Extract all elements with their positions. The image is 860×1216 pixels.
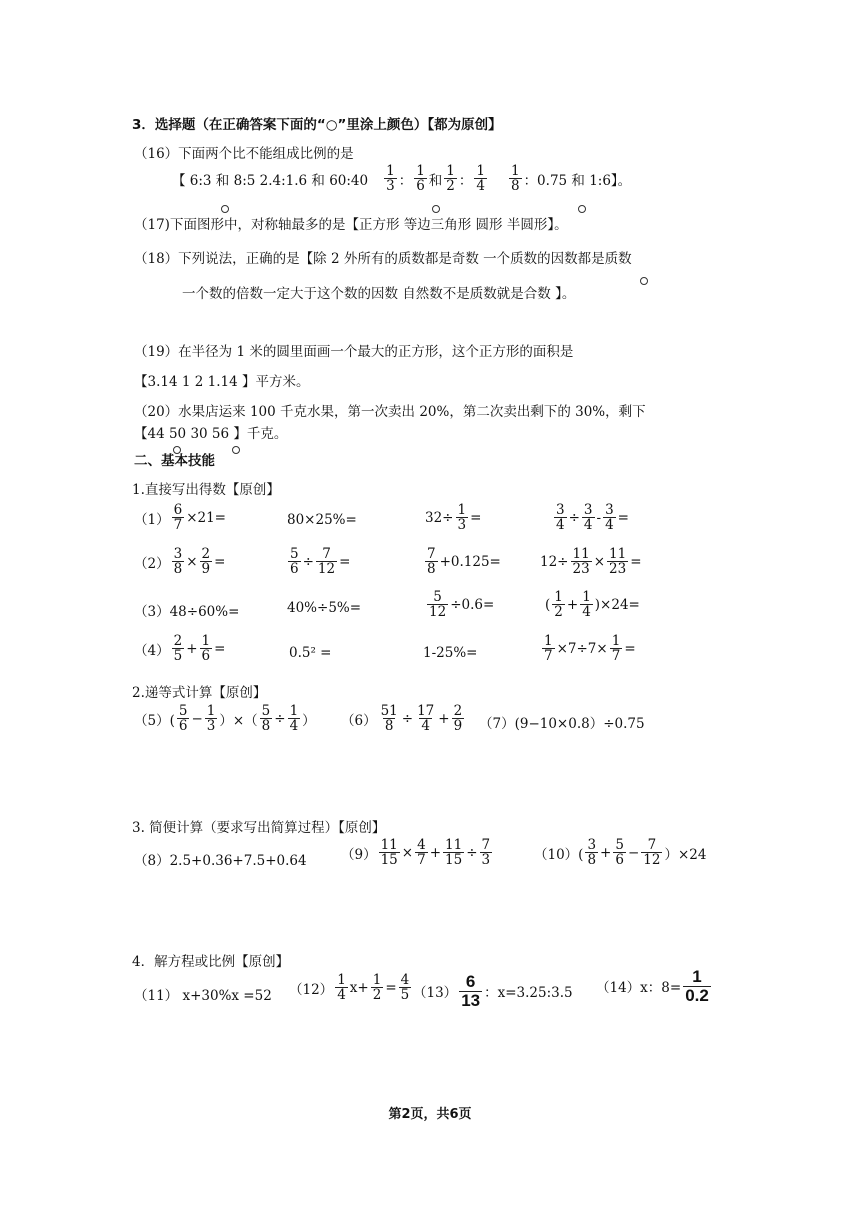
q20-line-1: （20）水果店运来 100 千克水果，第一次卖出 20%，第二次卖出剩下的 30%，剩下 bbox=[134, 404, 646, 420]
calc-2c: 7 8 +0.125= bbox=[427, 546, 501, 578]
calc-6: （6） $\frac{51}{8}$ ÷ $\frac{17}{4}$ + $\frac{2}{9}$ bbox=[341, 703, 463, 735]
answer-circle[interactable] bbox=[432, 205, 440, 213]
calc-4c: 1-25%= bbox=[423, 645, 478, 661]
calc-1a: （1） $\frac{6}{7}$ ×21= bbox=[134, 502, 226, 534]
page-footer: 第2页，共6页 bbox=[388, 1107, 472, 1122]
q17-line: （17)下面图形中，对称轴最多的是【正方形 等边三角形 圆形 半圆形】。 bbox=[134, 217, 568, 233]
answer-circle[interactable] bbox=[221, 205, 229, 213]
calc-1b: 80×25%= bbox=[287, 512, 357, 528]
answer-circle[interactable] bbox=[640, 277, 648, 285]
q16-prompt: （16）下面两个比不能组成比例的是 bbox=[134, 146, 354, 162]
part1-title: 1.直接写出得数【原创】 bbox=[132, 482, 280, 498]
q20-line-2: 【44 50 30 56 】千克。 bbox=[134, 426, 288, 442]
q16-frac-2: 1 6 bbox=[416, 163, 425, 195]
q16-frac-4: 1 4 bbox=[476, 163, 485, 195]
q16-and: 和 bbox=[428, 172, 443, 189]
calc-1d: $\frac{3}{4}$ ÷ $\frac{3}{4}$ - $\frac{3}{4}$ = bbox=[556, 502, 629, 534]
calc-3c: $\frac{5}{12}$ ÷0.6= bbox=[429, 589, 495, 621]
calc-2d: 12÷ $\frac{11}{23}$ × $\frac{11}{23}$ = bbox=[540, 546, 642, 578]
q16-options-a: 【 6:3 和 8:5 2.4:1.6 和 60:40 bbox=[172, 172, 369, 189]
calc-4a: （4） 2 5 + $\frac{1}{6}$ = bbox=[134, 633, 226, 665]
answer-circle[interactable] bbox=[578, 205, 586, 213]
q16-options-b: ：0.75 和 1:6】。 bbox=[523, 172, 632, 189]
calc-3a: （3）48÷60%= bbox=[134, 604, 240, 620]
calc-8: （8）2.5+0.36+7.5+0.64 bbox=[134, 853, 307, 869]
q16-frac-3: 1 2 bbox=[446, 163, 455, 195]
section-title-choice: 3．选择题（在正确答案下面的“○”里涂上颜色）【都为原创】 bbox=[132, 117, 502, 133]
q18-line-1: （18）下列说法，正确的是【除 2 外所有的质数都是奇数 一个质数的因数都是质数 bbox=[134, 251, 632, 267]
eq-12: （12） 1 4 x+ $\frac{1}{2}$ = $\frac{4}{5}$ bbox=[289, 972, 410, 1004]
calc-4b: 0.5² = bbox=[289, 645, 332, 661]
answer-circle[interactable] bbox=[232, 446, 240, 454]
calc-9: （9） $\frac{11}{15}$ × $\frac{4}{7}$ + $\frac{11}{15}$ ÷ $\frac{7}{3}$ bbox=[341, 837, 491, 869]
q19-line-1: （19）在半径为 1 米的圆里面画一个最大的正方形，这个正方形的面积是 bbox=[134, 344, 574, 360]
q16-colon: ： bbox=[458, 172, 473, 189]
eq-13: （13） 6 13 ：x=3.25:3.5 bbox=[413, 972, 573, 1010]
calc-3b: 40%÷5%= bbox=[287, 600, 362, 616]
calc-1c: 32÷ $\frac{1}{3}$ = bbox=[425, 502, 482, 534]
section-title-basic-skills: 二、基本技能 bbox=[134, 453, 215, 469]
calc-10: （10）( 3 8 + $\frac{5}{6}$ − $\frac{7}{12}$ ）×24 bbox=[534, 837, 707, 869]
part2-title: 2.递等式计算【原创】 bbox=[132, 685, 267, 701]
calc-7: （7）(9−10×0.8）÷0.75 bbox=[479, 716, 645, 732]
eq-14: （14）x：8= $\frac{1}{0.2}$ bbox=[596, 967, 709, 1005]
calc-2a: （2） $\frac{3}{8}$ × $\frac{2}{9}$ = bbox=[134, 546, 226, 578]
calc-4d: $\frac{1}{7}$ ×7÷7× $\frac{1}{7}$ = bbox=[544, 633, 636, 665]
q16-options bbox=[172, 164, 631, 193]
calc-2b: $\frac{5}{6}$ ÷ $\frac{7}{12}$ = bbox=[290, 546, 351, 578]
q19-line-2: 【3.14 1 2 1.14 】平方米。 bbox=[134, 374, 310, 390]
q16-frac-5: 1 8 bbox=[510, 163, 520, 195]
answer-circle[interactable] bbox=[173, 446, 181, 454]
q16-colon: ： bbox=[398, 172, 413, 189]
part3-title: 3. 简便计算（要求写出简算过程）【原创】 bbox=[132, 820, 386, 836]
part4-title: 4．解方程或比例【原创】 bbox=[132, 954, 290, 970]
calc-3d: ( 1 2 + $\frac{1}{4}$ )×24= bbox=[545, 589, 640, 621]
q16-frac-1: 1 3 bbox=[386, 163, 395, 195]
calc-5: （5）( 5 6 − $\frac{1}{3}$ ）×（ $\frac{5}{8}$ ÷ $\frac{1}{4}$ ） bbox=[134, 703, 316, 735]
q18-line-2: 一个数的倍数一定大于这个数的因数 自然数不是质数就是合数 】。 bbox=[182, 286, 576, 302]
eq-11: （11） x+30%x =52 bbox=[134, 988, 272, 1004]
